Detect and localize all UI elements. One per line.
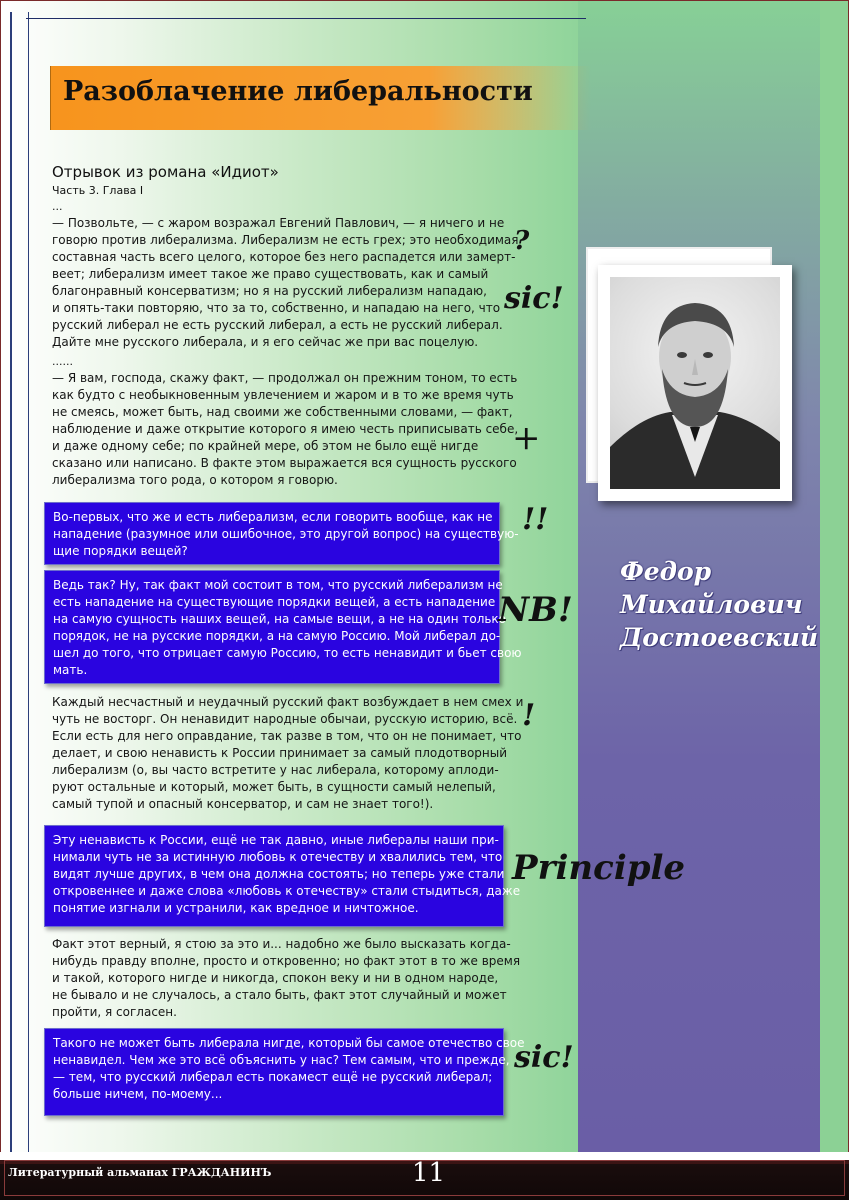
text-line: нападение (разумное или ошибочное, это другой вопрос) на существую- xyxy=(53,527,519,541)
portrait-illustration xyxy=(610,277,780,489)
author-middle-name: Михайлович xyxy=(620,590,803,619)
mark-nb: NB! xyxy=(498,590,573,630)
text-line: русский либерал не есть русский либерал, а есть не русский либерал. xyxy=(52,318,503,332)
text-line: и опять-таки повторяю, что за то, собственно, и нападаю на него, что xyxy=(52,301,501,315)
text-line: нимали чуть не за истинную любовь к отечеству и хвалились тем, что xyxy=(53,850,503,864)
text-line: Такого не может быть либерала нигде, который бы самое отечество свое xyxy=(53,1036,525,1050)
paragraph-2 xyxy=(52,370,518,489)
text-line: руют остальные и который, может быть, в сущности самый нелепый, xyxy=(52,780,496,794)
text-line: делает, и свою ненависть к России принимает за самый плодотворный xyxy=(52,746,508,760)
text-line: ненавидел. Чем же это всё объяснить у нас? Тем самым, что и прежде, xyxy=(53,1053,510,1067)
author-name xyxy=(620,555,818,654)
author-portrait xyxy=(610,277,780,489)
excerpt-part: Часть 3. Глава I xyxy=(52,184,144,197)
author-first-name: Федор xyxy=(620,557,712,586)
text-line: самый тупой и опасный консерватор, и сам не знает того!). xyxy=(52,797,434,811)
text-line: больше ничем, по-моему... xyxy=(53,1087,223,1101)
text-line: наблюдение и даже открытие которого я имею честь приписывать себе, xyxy=(52,422,519,436)
ellipsis-1: ... xyxy=(52,200,63,213)
mark-sic-2: sic! xyxy=(514,1040,574,1075)
text-line: — Я вам, господа, скажу факт, — продолжал он прежним тоном, то есть xyxy=(52,371,518,385)
text-line: видят лучше других, в чем она должна состоять; но теперь уже стали xyxy=(53,867,505,881)
text-line: Факт этот верный, я стою за это и... надобно же было высказать когда- xyxy=(52,937,511,951)
text-line: как будто с необыкновенным увлечением и жаром и в то же время чуть xyxy=(52,388,514,402)
text-line: нибудь правду вполне, просто и откровенно; но факт этот в то же время xyxy=(52,954,521,968)
text-line: шел до того, что отрицает самую Россию, то есть ненавидит и бьет свою xyxy=(53,646,522,660)
text-line: составная часть всего целого, которое без него распадется или замерт- xyxy=(52,250,516,264)
text-line: понятие изгнали и устранили, как вредное и ничтожное. xyxy=(53,901,419,915)
mark-principle: Principle xyxy=(512,848,686,888)
text-line: откровеннее и даже слова «любовь к отечеству» стали стыдиться, даже xyxy=(53,884,521,898)
highlight-box-1 xyxy=(44,502,519,565)
text-line: щие порядки вещей? xyxy=(53,544,188,558)
text-line: веет; либерализм имеет такое же право существовать, как и самый xyxy=(52,267,489,281)
text-line: либерализм (о, вы часто встретите у нас либерала, которому аплоди- xyxy=(52,763,499,777)
mark-sic-1: sic! xyxy=(504,281,564,316)
text-line: порядок, не на русские порядки, а на самую Россию. Мой либерал до- xyxy=(53,629,501,643)
text-line: чуть не восторг. Он ненавидит народные обычаи, русскую историю, всё. xyxy=(52,712,518,726)
excerpt-title: Отрывок из романа «Идиот» xyxy=(52,163,279,181)
title-banner xyxy=(50,66,591,130)
almanac-title: Литературный альманах ГРАЖДАНИНЪ xyxy=(8,1166,272,1179)
text-line: не бывало и не случалось, а стало быть, факт этот случайный и может xyxy=(52,988,507,1002)
paragraph-3 xyxy=(52,694,523,813)
text-line: сказано или написано. В факте этом выражается вся сущность русского xyxy=(52,456,517,470)
page-number: 11 xyxy=(412,1158,446,1188)
portrait-frame xyxy=(598,265,792,501)
text-line: Если есть для него оправдание, так разве в том, что он не понимает, что xyxy=(52,729,522,743)
author-last-name: Достоевский xyxy=(620,623,819,652)
text-line: и даже одному себе; по крайней мере, об этом не было ещё нигде xyxy=(52,439,479,453)
highlight-box-2 xyxy=(44,570,522,684)
text-line: Дайте мне русского либерала, и я его сейчас же при вас поцелую. xyxy=(52,335,479,349)
text-line: есть нападение на существующие порядки вещей, а есть нападение xyxy=(53,595,496,609)
paragraph-4 xyxy=(52,936,520,1021)
paragraph-1 xyxy=(52,215,519,351)
highlight-box-3 xyxy=(44,825,521,927)
text-line: Эту ненависть к России, ещё не так давно, иные либералы наши при- xyxy=(53,833,499,847)
mark-exclamation: ! xyxy=(522,698,536,733)
text-line: пройти, я согласен. xyxy=(52,1005,177,1019)
text-line: Каждый несчастный и неудачный русский факт возбуждает в нем смех и xyxy=(52,695,524,709)
text-line: — тем, что русский либерал есть покамест ещё не русский либерал; xyxy=(53,1070,493,1084)
text-line: мать. xyxy=(53,663,88,677)
text-line: и такой, которого нигде и никогда, спокон веку и ни в одном народе, xyxy=(52,971,499,985)
mark-double-exclamation: !! xyxy=(522,502,549,537)
highlight-box-4 xyxy=(44,1028,525,1116)
text-line: не смеясь, может быть, над своими же собственными словами, — факт, xyxy=(52,405,513,419)
text-line: Ведь так? Ну, так факт мой состоит в том, что русский либерализм не xyxy=(53,578,503,592)
text-line: Во-первых, что же и есть либерализм, если говорить вообще, как не xyxy=(53,510,493,524)
page-title: Разоблачение либеральности xyxy=(63,76,533,107)
text-line: на самую сущность наших вещей, на самые вещи, а не на один только xyxy=(53,612,507,626)
text-line: — Позвольте, — с жаром возражал Евгений Павлович, — я ничего и не xyxy=(52,216,505,230)
mark-plus: + xyxy=(512,418,541,458)
mark-question: ? xyxy=(514,226,530,256)
ellipsis-2: ...... xyxy=(52,355,73,368)
text-line: либерализма того рода, о котором я говорю. xyxy=(52,473,338,487)
text-line: говорю против либерализма. Либерализм не есть грех; это необходимая xyxy=(52,233,519,247)
text-line: благонравный консерватизм; но я на русский либерализм нападаю, xyxy=(52,284,487,298)
